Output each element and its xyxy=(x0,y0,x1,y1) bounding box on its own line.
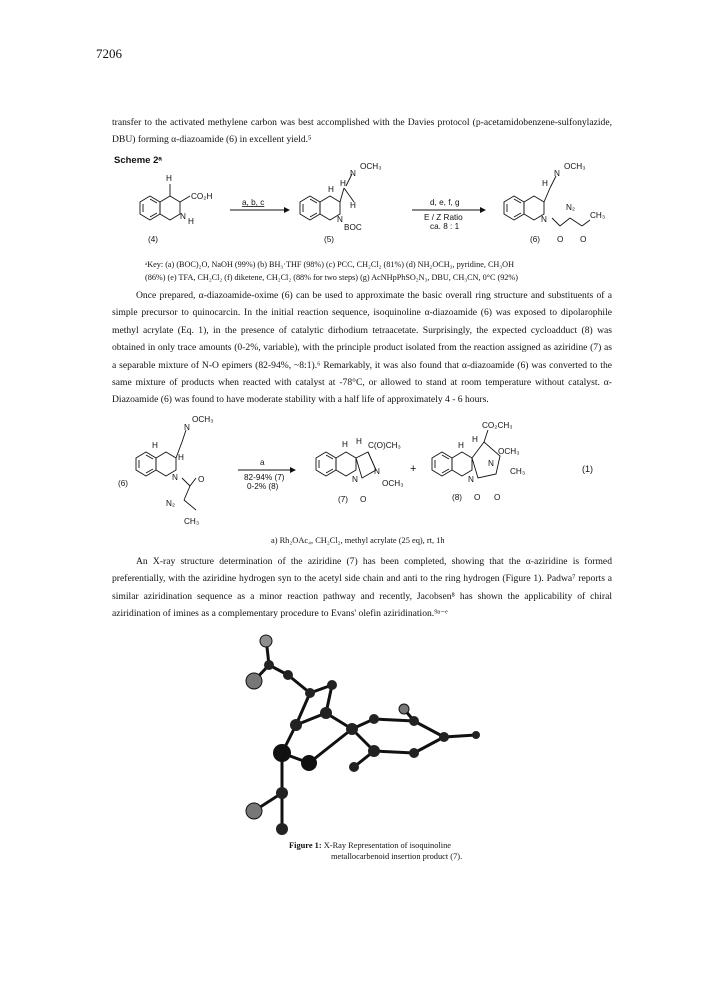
svg-text:H: H xyxy=(188,217,194,226)
scheme-key-line-2: (86%) (e) TFA, CH₂Cl₂ (f) diketene, CH₂Cl₂ (88% for two steps) (g) AcNHpPhSO₂N₃, DBU, CH₃CN, 0°C (92%) xyxy=(145,272,518,282)
compound-5-label: (5) xyxy=(324,235,335,244)
step1-reagents: a, b, c xyxy=(242,198,265,207)
eq1-reagent: a xyxy=(260,458,265,467)
scheme-title: Scheme 2ᵃ xyxy=(114,155,162,166)
paragraph-3-text: An X-ray structure determination of the aziridine (7) has been completed, showing that the α-aziridine is formed preferentially, with the aziridine hydrogen syn to the acetyl side chain and anti to the ring hydrogen (Figure 1). Padwa⁷ reports a similar aziridination sequence as a minor reaction pathway and recently, Jacobsen⁸ has shown the applicability of chiral aziridination of imines as a complementary procedure to Evans' olefin aziridination.⁹ᵃ⁻ᵉ xyxy=(112,556,612,620)
equation-1 xyxy=(112,412,612,537)
eq1-plus: + xyxy=(410,463,417,475)
n2-label: N₂ xyxy=(566,203,576,212)
eq1-compound-6-label: (6) xyxy=(118,479,129,488)
figure-caption-line-2: metallocarbenoid insertion product (7). xyxy=(331,851,463,861)
eq1-compound-7-label: (7) xyxy=(338,495,349,504)
compound-4-structure xyxy=(140,174,212,226)
boc-label: BOC xyxy=(344,223,362,232)
scheme-2 xyxy=(112,162,612,257)
svg-text:H: H xyxy=(340,179,346,188)
compound-4-label: (4) xyxy=(148,235,159,244)
equation-1-conditions: a) Rh₂OAc₄, CH₂Cl₂, methyl acrylate (25 eq), rt, 1h xyxy=(271,536,445,545)
paragraph-3 xyxy=(112,553,612,623)
svg-text:H: H xyxy=(458,441,464,450)
xray-structure-figure xyxy=(214,633,484,838)
step2-reagents: d, e, f, g xyxy=(430,198,460,207)
svg-text:O: O xyxy=(557,235,564,244)
eq1-n2: N₂ xyxy=(166,499,176,508)
ch3-label: CH₃ xyxy=(590,211,606,220)
svg-text:N: N xyxy=(352,475,358,484)
equation-number: (1) xyxy=(582,464,593,474)
eq1-compound-8 xyxy=(432,421,525,502)
eq1-ch3-8: CH₃ xyxy=(510,467,526,476)
co2h-label: CO₂H xyxy=(191,192,213,201)
svg-text:H: H xyxy=(178,453,184,462)
eq1-och3-8: OCH₃ xyxy=(498,447,520,456)
figure-caption-line-1: X-Ray Representation of isoquinoline xyxy=(323,841,451,850)
svg-text:N: N xyxy=(350,169,356,178)
och3-label-5: OCH₃ xyxy=(360,162,382,171)
svg-text:O: O xyxy=(360,495,367,504)
figure-caption-label: Figure 1: xyxy=(289,841,322,850)
svg-text:N: N xyxy=(184,423,190,432)
svg-text:H: H xyxy=(472,435,478,444)
eq1-och3-7: OCH₃ xyxy=(382,479,404,488)
svg-text:H: H xyxy=(356,437,362,446)
paragraph-2 xyxy=(112,287,612,409)
svg-text:H: H xyxy=(342,440,348,449)
compound-6-label: (6) xyxy=(530,235,541,244)
och3-label-6: OCH₃ xyxy=(564,162,586,171)
svg-text:H: H xyxy=(166,174,172,183)
scheme-key-line-1: ᵃKey: (a) (BOC)₂O, NaOH (99%) (b) BH₃·THF (98%) (c) PCC, CH₂Cl₂ (81%) (d) NH₂OCH₃, pyridine, CH₃OH xyxy=(145,260,514,269)
svg-text:N: N xyxy=(468,475,474,484)
svg-text:O: O xyxy=(198,475,205,484)
svg-text:H: H xyxy=(152,441,158,450)
eq1-och3-6: OCH₃ xyxy=(192,415,214,424)
eq1-compound-7 xyxy=(316,437,404,504)
page-number: 7206 xyxy=(96,46,122,61)
ez-ratio-label: E / Z Ratio xyxy=(424,213,463,222)
svg-text:O: O xyxy=(494,493,501,502)
compound-5-structure xyxy=(300,162,382,232)
eq1-ch3: CH₃ xyxy=(184,517,200,526)
eq1-compound-8-label: (8) xyxy=(452,493,463,502)
svg-text:N: N xyxy=(337,215,343,224)
eq1-co2ch3: CO₂CH₃ xyxy=(482,421,513,430)
ez-ratio-value: ca. 8 : 1 xyxy=(430,222,460,231)
eq1-yield-8: 0-2% (8) xyxy=(247,482,279,491)
eq1-compound-6 xyxy=(136,415,214,526)
svg-text:N: N xyxy=(180,212,186,221)
intro-paragraph xyxy=(112,114,612,149)
svg-text:O: O xyxy=(580,235,587,244)
svg-text:N: N xyxy=(172,473,178,482)
svg-text:H: H xyxy=(328,185,334,194)
svg-text:H: H xyxy=(542,179,548,188)
paragraph-2-text: Once prepared, α-diazoamide-oxime (6) can be used to approximate the basic overall ring structure and substituents of a simple precursor to quinocarcin. In the initial reaction sequence, isoquinoline α-diazoamide (6) was exposed to dipolarophile methyl acrylate (Eq. 1), in the presence of catalytic dirhodium tetraacetate. Surprisingly, the expected cycloadduct (8) was obtained in only trace amounts (0-2%, variable), with the principle product isolated from the reaction assigned as aziridine (7) as a separable mixture of N-O epimers (82-94%, ~8:1).⁶ Remarkably, it was also found that α-diazoamide (6) was converted to the same mixture of products when reacted with catalyst at -78°C, or allowed to stand at room temperature without catalyst. α-Diazoamide (6) was found to have moderate stability with a half life of approximately 4 - 6 hours. xyxy=(112,290,612,406)
svg-text:O: O xyxy=(474,493,481,502)
svg-text:N: N xyxy=(488,459,494,468)
svg-text:N: N xyxy=(374,467,380,476)
svg-text:N: N xyxy=(541,215,547,224)
svg-text:N: N xyxy=(554,169,560,178)
svg-text:H: H xyxy=(350,201,356,210)
eq1-yield-7: 82-94% (7) xyxy=(244,473,285,482)
intro-text: transfer to the activated methylene carbon was best accomplished with the Davies protocol (p-acetamidobenzene-sulfonylazide, DBU) forming α-diazoamide (6) in excellent yield.⁵ xyxy=(112,117,612,146)
scheme-key xyxy=(145,259,615,284)
compound-6-structure xyxy=(504,162,605,244)
eq1-acetyl: C(O)CH₃ xyxy=(368,441,401,450)
figure-caption xyxy=(289,841,462,862)
